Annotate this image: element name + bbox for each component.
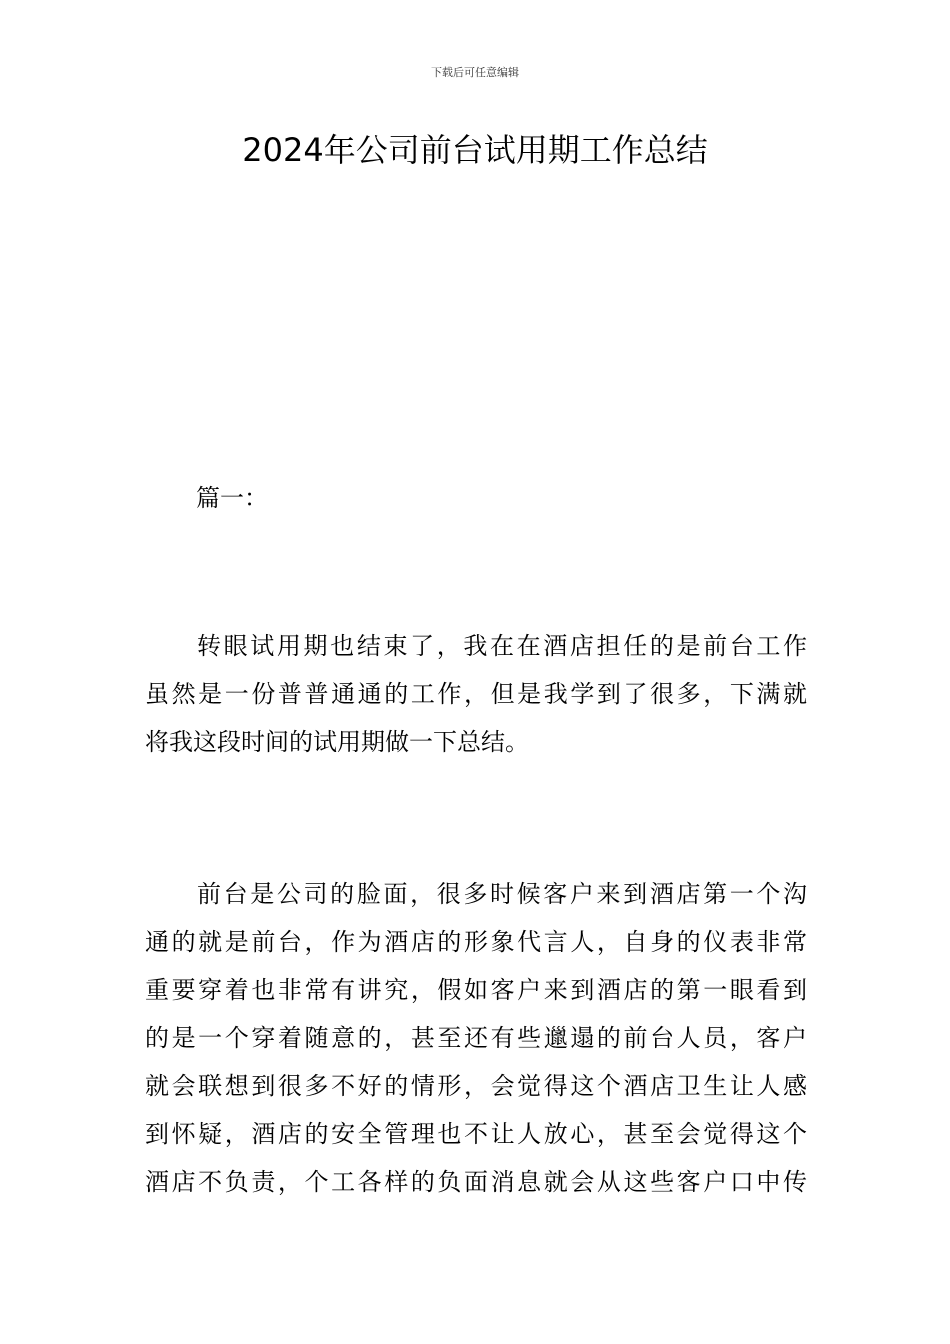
paragraph-line: 的是一个穿着随意的，甚至还有些邋遢的前台人员，客户 bbox=[145, 1024, 807, 1052]
paragraph-line: 将我这段时间的试用期做一下总结。 bbox=[145, 728, 529, 756]
paragraph-line: 前台是公司的脸面，很多时候客户来到酒店第一个沟 bbox=[197, 880, 807, 908]
section-heading: 篇一： bbox=[196, 484, 268, 512]
paragraph-line: 转眼试用期也结束了，我在在酒店担任的是前台工作 bbox=[197, 632, 807, 660]
document-title: 2024年公司前台试用期工作总结 bbox=[242, 131, 708, 169]
paragraph bbox=[145, 870, 807, 1206]
paragraph-line: 酒店不负责，个工各样的负面消息就会从这些客户口中传 bbox=[145, 1168, 807, 1196]
paragraph-line: 就会联想到很多不好的情形，会觉得这个酒店卫生让人感 bbox=[145, 1072, 807, 1100]
paragraph bbox=[145, 622, 807, 766]
paragraph-line: 通的就是前台，作为酒店的形象代言人，自身的仪表非常 bbox=[145, 928, 807, 956]
header-note: 下载后可任意编辑 bbox=[431, 66, 519, 79]
paragraph-line: 重要穿着也非常有讲究，假如客户来到酒店的第一眼看到 bbox=[145, 976, 807, 1004]
paragraph-line: 虽然是一份普普通通的工作，但是我学到了很多，下满就 bbox=[145, 680, 807, 708]
paragraph-line: 到怀疑，酒店的安全管理也不让人放心，甚至会觉得这个 bbox=[145, 1120, 807, 1148]
